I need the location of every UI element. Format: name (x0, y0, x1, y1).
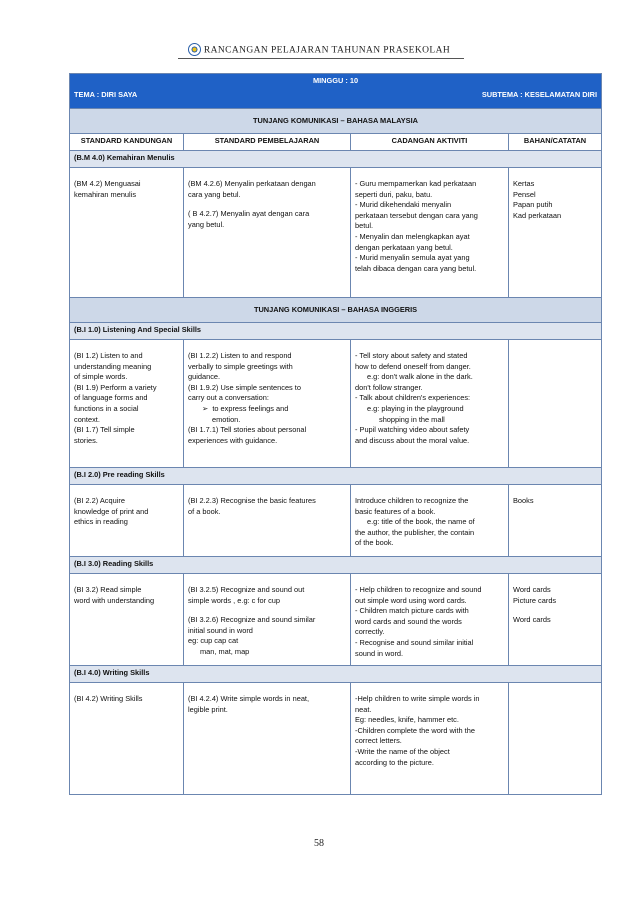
skill-heading: (B.I 1.0) Listening And Special Skills (70, 323, 602, 340)
table-row (70, 683, 602, 795)
week-label: MINGGU : 10 (70, 74, 602, 91)
bahan-catatan-cell: Kertas Pensel Papan putih Kad perkataan (509, 168, 602, 298)
theme-label: TEMA : DIRI SAYA (74, 90, 138, 99)
theme-row (70, 90, 602, 109)
cadangan-aktiviti-cell: - Help children to recognize and sound out simple word using word cards. - Children match picture cards with word cards and sound the words correctly. - Recognise and sound similar initial sound in word. (351, 574, 509, 666)
standard-pembelajaran-cell: (BI 4.2.4) Write simple words in neat, legible print. (184, 683, 351, 795)
standard-kandungan-cell: (BM 4.2) Menguasai kemahiran menulis (70, 168, 184, 298)
standard-kandungan-cell: (BI 2.2) Acquire knowledge of print and ethics in reading (70, 485, 184, 557)
column-header-row (70, 134, 602, 151)
header-title: RANCANGAN PELAJARAN TAHUNAN PRASEKOLAH (203, 45, 451, 56)
standard-kandungan-cell: (BI 1.2) Listen to and understanding meaning of simple words. (BI 1.9) Perform a variety of language forms and functions in a social context. (BI 1.7) Tell simple stories. (70, 340, 184, 468)
table-row (70, 485, 602, 557)
cadangan-aktiviti-cell: - Tell story about safety and stated how to defend oneself from danger. e.g: don't walk alone in the dark. don't follow stranger. - Talk about children's experiences: e.g: playing in the playground shopping in the mall - Pupil watching video about safety and discuss about the moral value. (351, 340, 509, 468)
skill-heading: (B.I 2.0) Pre reading Skills (70, 468, 602, 485)
page-number: 58 (314, 838, 324, 849)
bahan-catatan-cell (509, 340, 602, 468)
table-row (70, 168, 602, 298)
skill-heading: (B.I 4.0) Writing Skills (70, 666, 602, 683)
standard-pembelajaran-cell: (BI 3.2.5) Recognize and sound out simple words , e.g: c for cup (BI 3.2.6) Recognize and sound similar initial sound in word eg: cup cap cat man, mat, map (184, 574, 351, 666)
arrow-bullet-icon: ➢ (202, 403, 213, 413)
skill-heading-row (70, 468, 602, 485)
subtheme-label: SUBTEMA : KESELAMATAN DIRI (481, 90, 598, 99)
bahan-catatan-cell: Word cards Picture cards Word cards (509, 574, 602, 666)
standard-pembelajaran-cell: (BI 2.2.3) Recognise the basic features of a book. (184, 485, 351, 557)
table-row (70, 574, 602, 666)
skill-heading-row (70, 666, 602, 683)
header-divider (178, 58, 464, 59)
standard-kandungan-cell: (BI 3.2) Read simple word with understanding (70, 574, 184, 666)
section-band-bi (70, 298, 602, 323)
bahan-catatan-cell: Books (509, 485, 602, 557)
lesson-plan-table (69, 73, 602, 795)
skill-heading-row (70, 557, 602, 574)
section-band-bm (70, 109, 602, 134)
column-header: STANDARD KANDUNGAN (70, 134, 184, 151)
column-header: CADANGAN AKTIVITI (351, 134, 509, 151)
cadangan-aktiviti-cell: - Guru mempamerkan kad perkataan seperti duri, paku, batu. - Murid dikehendaki menyalin perkataan tersebut dengan cara yang betul. - Menyalin dan melengkapkan ayat dengan perkataan yang betul. - Murid menyalin semula ayat yang telah dibaca dengan cara yang betul. (351, 168, 509, 298)
skill-heading: (B.M 4.0) Kemahiran Menulis (70, 151, 602, 168)
band-title: TUNJANG KOMUNIKASI – BAHASA MALAYSIA (70, 109, 602, 134)
skill-heading: (B.I 3.0) Reading Skills (70, 557, 602, 574)
standard-pembelajaran-cell: (BM 4.2.6) Menyalin perkataan dengan cara yang betul. ( B 4.2.7) Menyalin ayat dengan cara yang betul. (184, 168, 351, 298)
standard-pembelajaran-cell: (BI 1.2.2) Listen to and respond verbally to simple greetings with guidance. (BI 1.9.2) Use simple sentences to carry out a conversation: ➢ to express feelings and emotion. (BI 1.7.1) Tell stories about personal experiences with guidance. (184, 340, 351, 468)
column-header: BAHAN/CATATAN (509, 134, 602, 151)
bahan-catatan-cell (509, 683, 602, 795)
skill-heading-row (70, 323, 602, 340)
standard-kandungan-cell: (BI 4.2) Writing Skills (70, 683, 184, 795)
skill-heading-row (70, 151, 602, 168)
cadangan-aktiviti-cell: Introduce children to recognize the basic features of a book. e.g: title of the book, the name of the author, the publisher, the contain of the book. (351, 485, 509, 557)
document-header (0, 44, 638, 57)
band-title: TUNJANG KOMUNIKASI – BAHASA INGGERIS (70, 298, 602, 323)
week-row (70, 74, 602, 91)
cadangan-aktiviti-cell: -Help children to write simple words in neat. Eg: needles, knife, hammer etc. -Children complete the word with the correct letters. -Write the name of the object according to the picture. (351, 683, 509, 795)
table-row (70, 340, 602, 468)
ministry-logo-icon (188, 43, 201, 56)
column-header: STANDARD PEMBELAJARAN (184, 134, 351, 151)
